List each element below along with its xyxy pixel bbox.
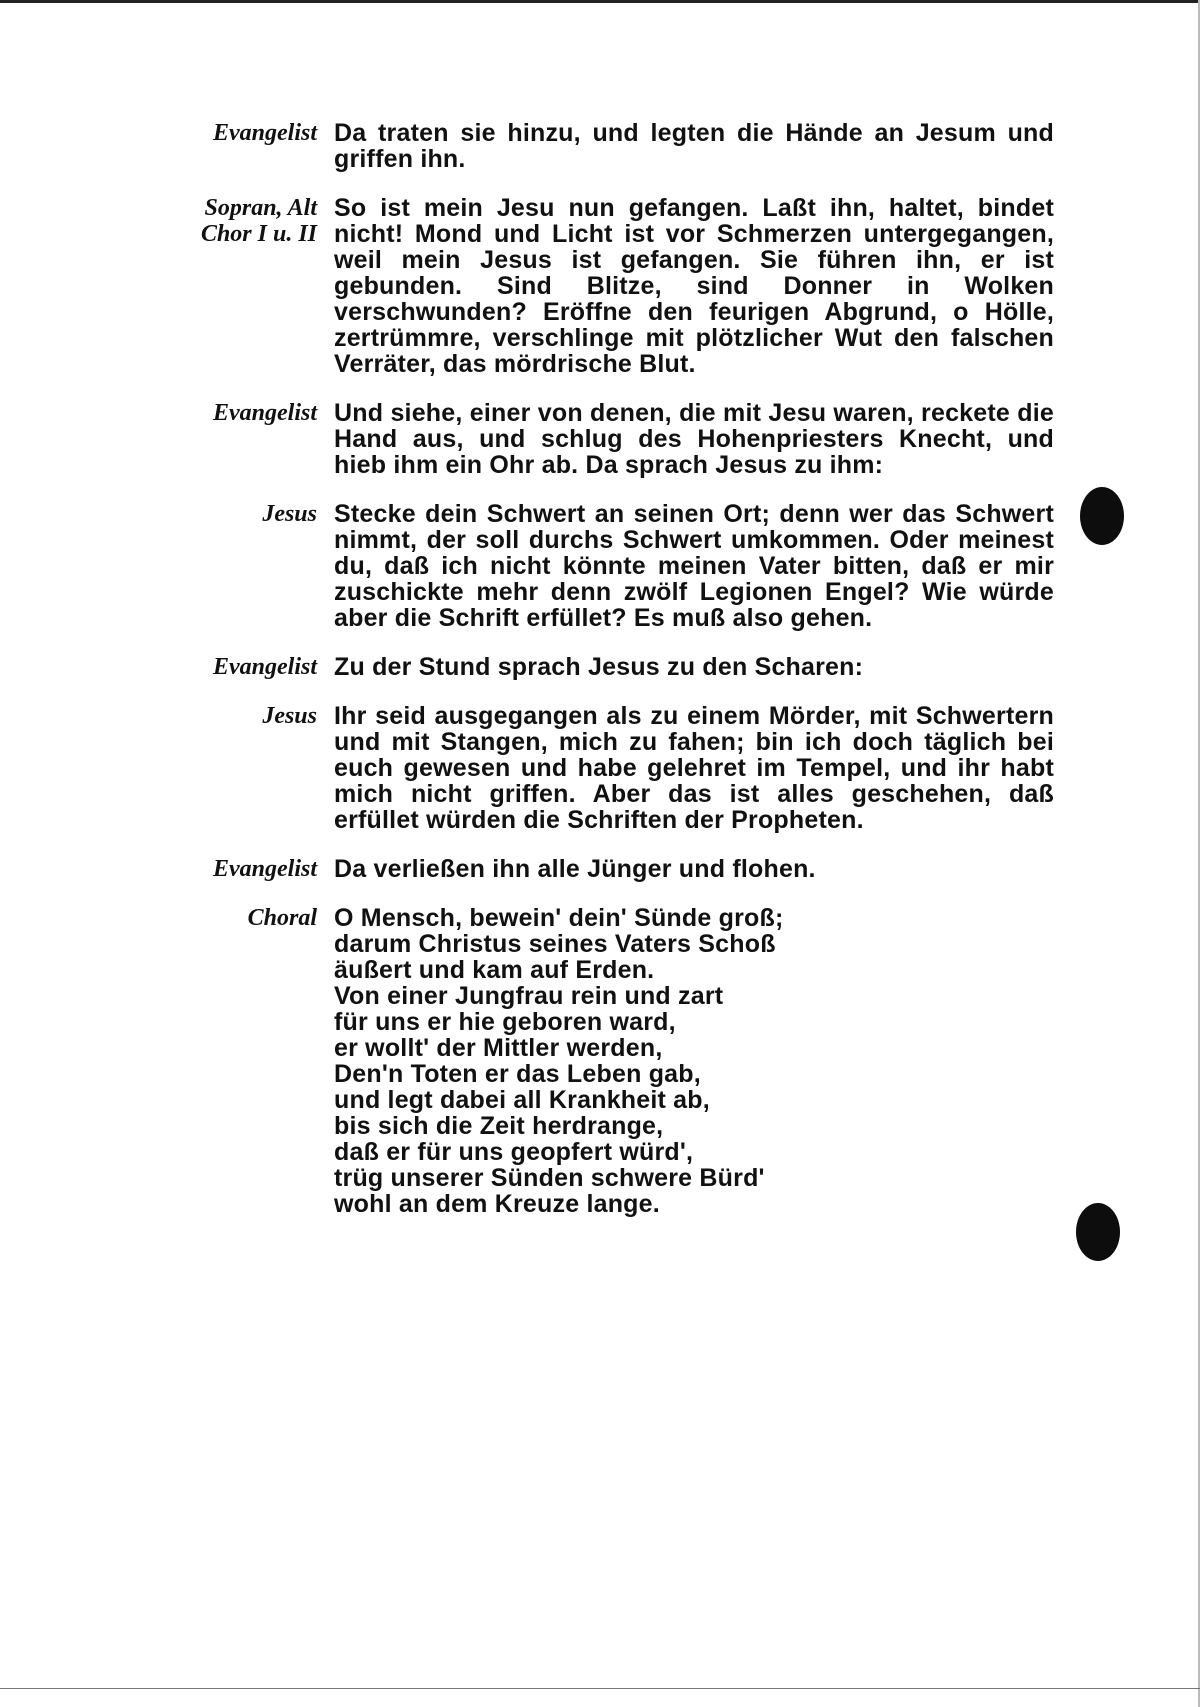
choral-line: er wollt' der Mittler werden, (334, 1034, 663, 1062)
entry-text: Ihr seid ausgegangen als zu einem Mörder, mit Schwertern und mit Stangen, mich zu fahen; bin ich doch täglich bei euch gewesen und habe gelehret im Tempel, und ihr habt mich nicht griffen. Aber das ist alles geschehen, daß erfüllet würden die Schriften der Propheten. (334, 702, 1054, 834)
punch-hole-mark (1076, 1203, 1120, 1261)
punch-hole-mark (1080, 487, 1124, 545)
choral-line: O Mensch, bewein' dein' Sünde groß; (334, 904, 784, 932)
libretto-entry (0, 501, 1200, 631)
speaker-label: Evangelist (212, 400, 317, 426)
choral-line: äußert und kam auf Erden. (334, 956, 655, 984)
entry-text: Da verließen ihn alle Jünger und flohen. (334, 855, 816, 883)
speaker-label: Choral (247, 905, 317, 931)
choral-line: bis sich die Zeit herdrange, (334, 1112, 664, 1140)
choral-line: für uns er hie geboren ward, (334, 1008, 676, 1036)
speaker-label: Jesus (262, 501, 317, 527)
choral-line: darum Christus seines Vaters Schoß (334, 930, 776, 958)
choral-entry (0, 905, 1200, 1217)
libretto-entry (0, 856, 1200, 882)
entry-text: Da traten sie hinzu, und legten die Hände an Jesum und griffen ihn. (334, 119, 1054, 173)
speaker-label: Evangelist (212, 120, 317, 146)
libretto-page (0, 120, 1200, 1240)
libretto-entry (0, 120, 1200, 172)
libretto-entry (0, 654, 1200, 680)
choral-line: Von einer Jungfrau rein und zart (334, 982, 724, 1010)
entry-text: Und siehe, einer von denen, die mit Jesu waren, reckete die Hand aus, und schlug des Hohenpriesters Knecht, und hieb ihm ein Ohr ab. Da sprach Jesus zu ihm: (334, 399, 1054, 479)
speaker-label: Jesus (262, 703, 317, 729)
libretto-entry (0, 195, 1200, 377)
entry-text: So ist mein Jesu nun gefangen. Laßt ihn, haltet, bindet nicht! Mond und Licht ist vor Schmerzen untergegangen, weil mein Jesus ist gefangen. Sie führen ihn, er ist gebunden. Sind Blitze, sind Donner in Wolken verschwunden? Eröffne den feurigen Abgrund, o Hölle, zertrümmre, verschlinge mit plötzlicher Wut den falschen Verräter, das mördrische Blut. (334, 194, 1054, 378)
choral-text (334, 905, 1054, 1217)
choral-line: wohl an dem Kreuze lange. (334, 1190, 660, 1218)
choral-line: trüg unserer Sünden schwere Bürd' (334, 1164, 765, 1192)
choral-line: daß er für uns geopfert würd', (334, 1138, 694, 1166)
speaker-label: Evangelist (212, 654, 317, 680)
libretto-entry (0, 400, 1200, 478)
choral-line: und legt dabei all Krankheit ab, (334, 1086, 710, 1114)
choral-line: Den'n Toten er das Leben gab, (334, 1060, 701, 1088)
speaker-label: Sopran, Alt Chor I u. II (200, 195, 317, 247)
libretto-entry (0, 703, 1200, 833)
entry-text: Zu der Stund sprach Jesus zu den Scharen: (334, 653, 864, 681)
entry-text: Stecke dein Schwert an seinen Ort; denn wer das Schwert nimmt, der soll durchs Schwert umkommen. Oder meinest du, daß ich nicht könnte meinen Vater bitten, daß er mir zuschickte mehr denn zwölf Legionen Engel? Wie würde aber die Schrift erfüllet? Es muß also gehen. (334, 500, 1054, 632)
speaker-label: Evangelist (212, 856, 317, 882)
scan-bottom-edge (0, 1688, 1200, 1689)
scan-top-edge (0, 0, 1200, 3)
